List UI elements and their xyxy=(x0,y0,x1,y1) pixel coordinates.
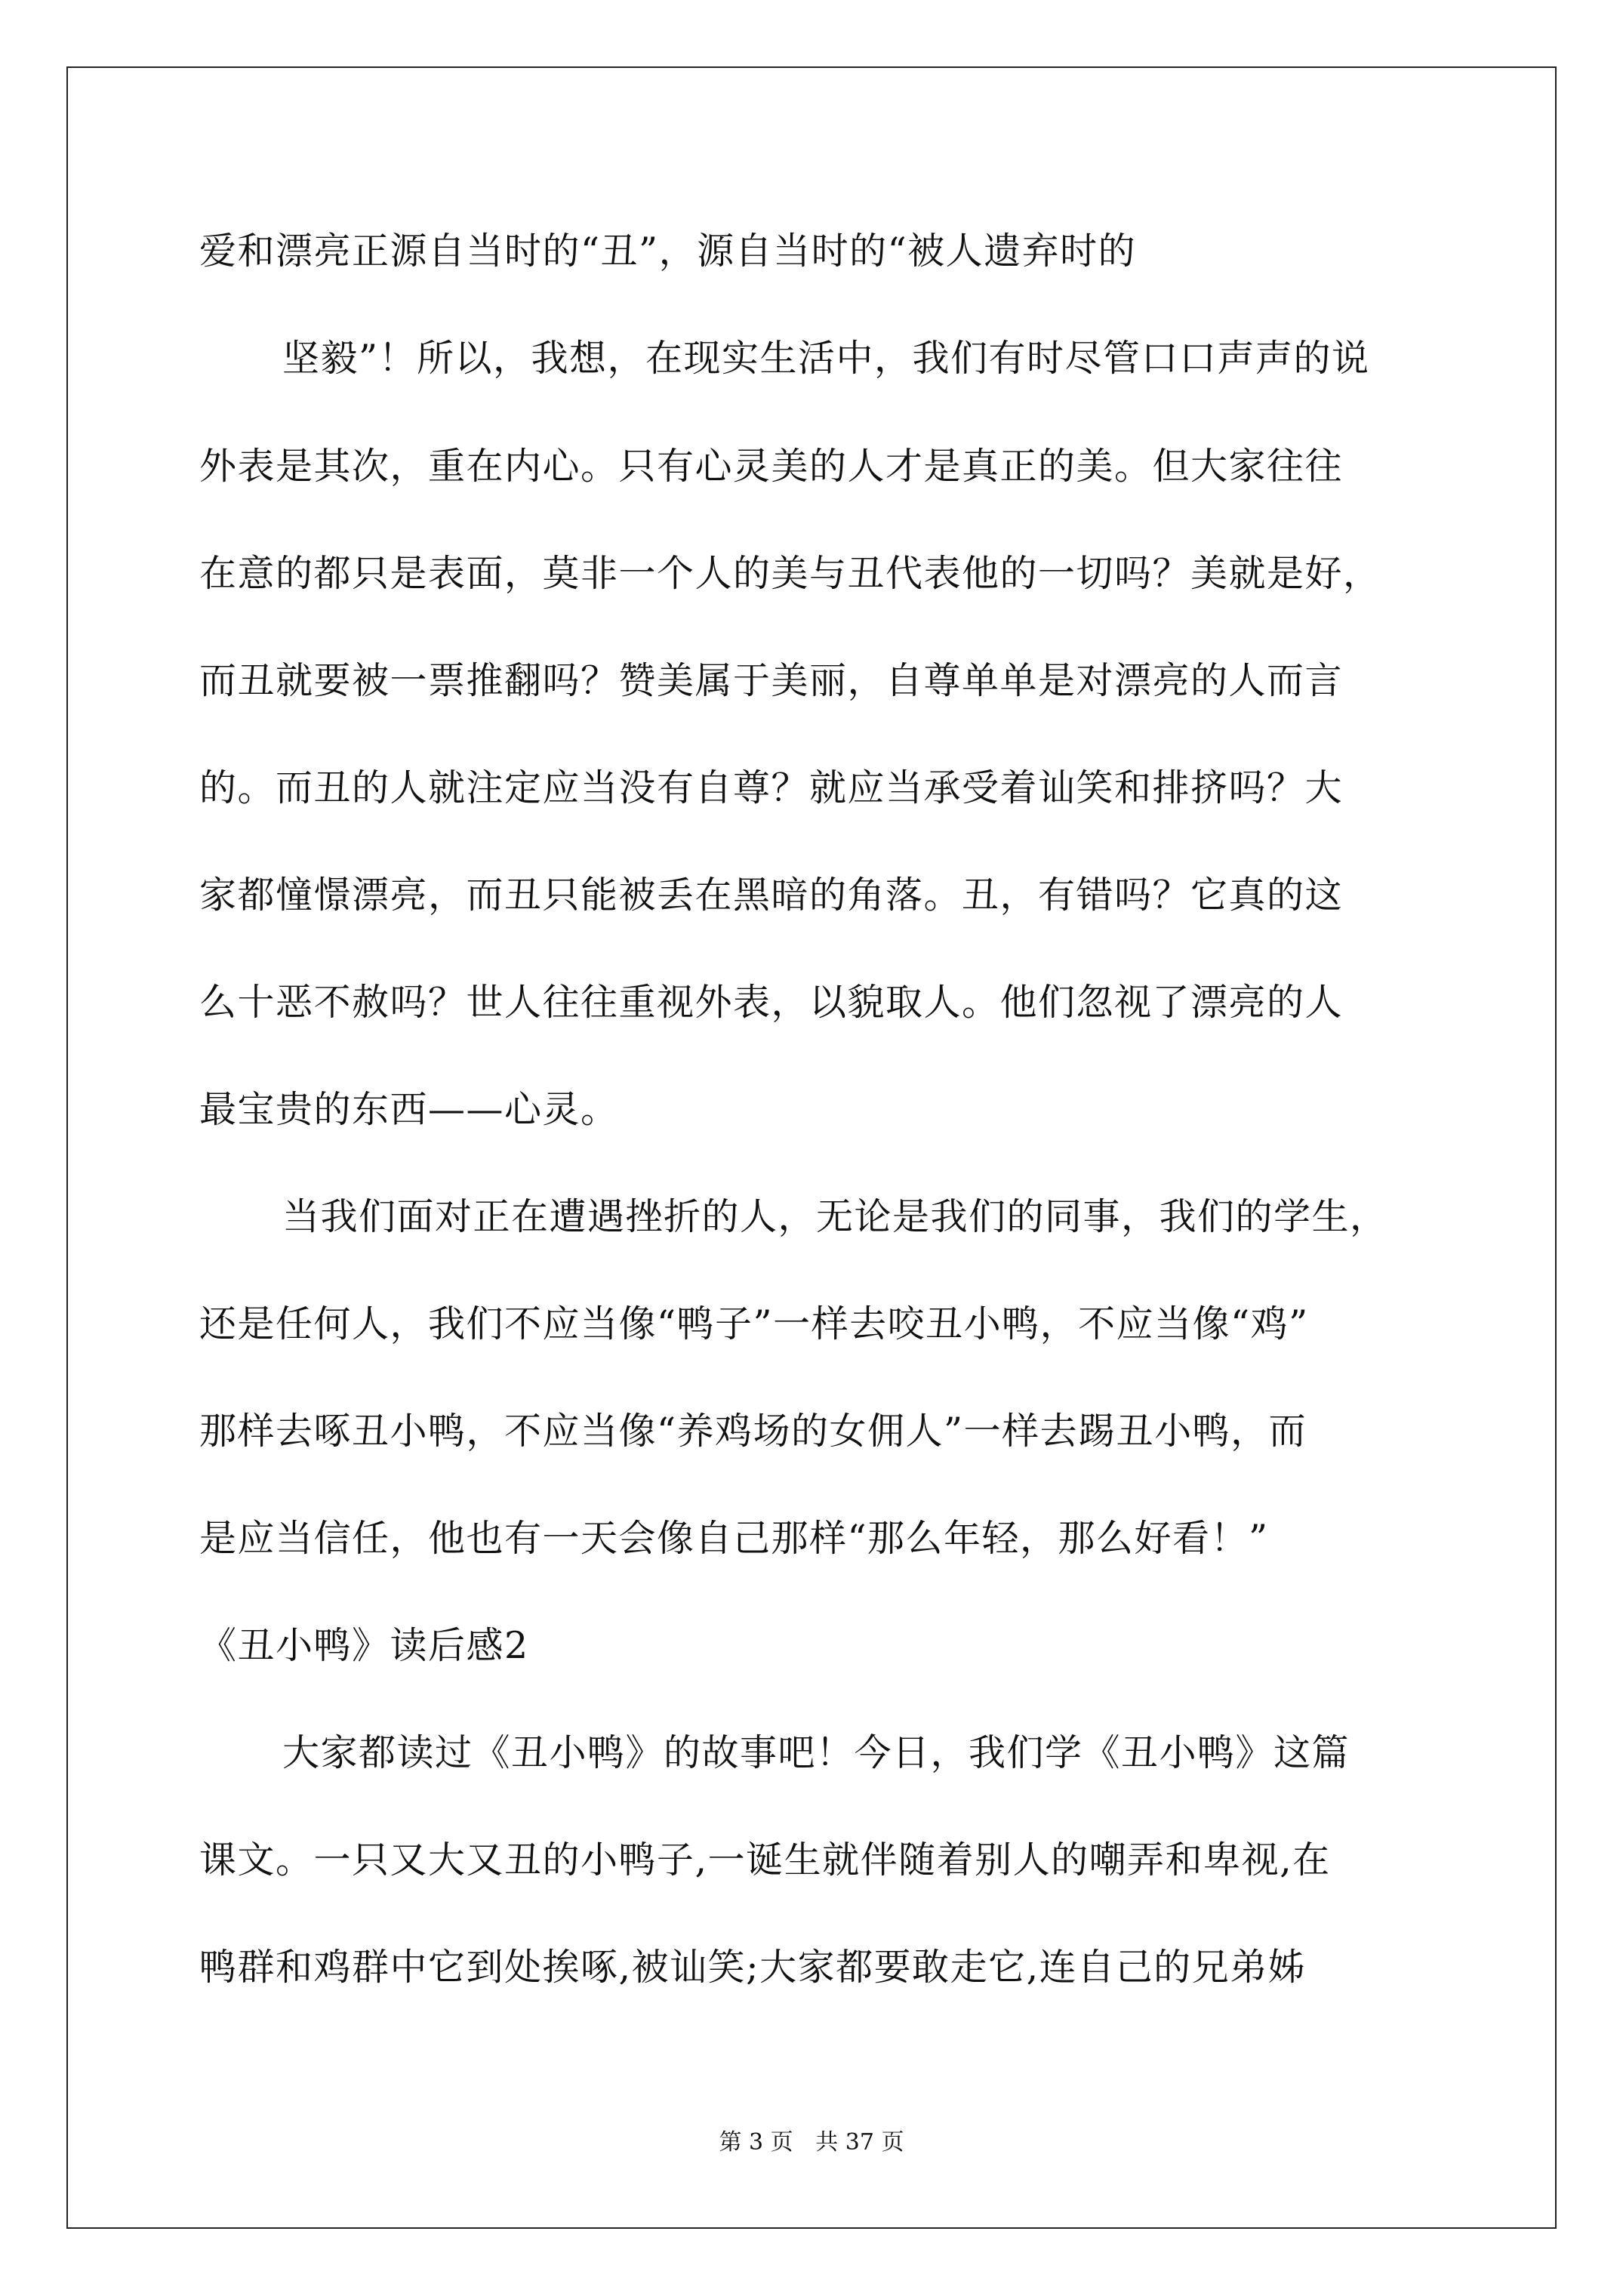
body-line-2: 坚毅”！所以，我想，在现实生活中，我们有时尽管口口声声的说 xyxy=(282,337,1370,380)
body-line-14: 大家都读过《丑小鸭》的故事吧！今日，我们学《丑小鸭》这篇 xyxy=(282,1731,1350,1774)
body-line-11: 还是任何人，我们不应当像“鸭子”一样去咬丑小鸭，不应当像“鸡” xyxy=(199,1302,1309,1345)
body-line-13: 是应当信任，他也有一天会像自己那样“那么年轻，那么好看！” xyxy=(199,1517,1269,1560)
body-line-9: 最宝贵的东西——心灵。 xyxy=(199,1088,619,1131)
body-line-15: 课文。一只又大又丑的小鸭子,一诞生就伴随着别人的嘲弄和卑视,在 xyxy=(199,1838,1331,1881)
body-line-4: 在意的都只是表面，莫非一个人的美与丑代表他的一切吗？美就是好， xyxy=(199,552,1381,595)
body-line-3: 外表是其次，重在内心。只有心灵美的人才是真正的美。但大家往往 xyxy=(199,445,1344,488)
page-border xyxy=(66,66,1557,2229)
body-line-10: 当我们面对正在遭遇挫折的人，无论是我们的同事，我们的学生， xyxy=(282,1195,1388,1238)
page-total: 共 37 页 xyxy=(815,2129,904,2156)
page-number: 第 3 页 xyxy=(719,2129,793,2156)
section-heading: 《丑小鸭》读后感2 xyxy=(199,1624,529,1667)
body-line-16: 鸭群和鸡群中它到处挨啄,被讪笑;大家都要敢走它,连自己的兄弟姊 xyxy=(199,1946,1307,1989)
body-line-7: 家都憧憬漂亮，而丑只能被丢在黑暗的角落。丑，有错吗？它真的这 xyxy=(199,874,1344,917)
body-line-6: 的。而丑的人就注定应当没有自尊？就应当承受着讪笑和排挤吗？大 xyxy=(199,766,1344,809)
body-line-12: 那样去啄丑小鸭，不应当像“养鸡场的女佣人”一样去踢丑小鸭，而 xyxy=(199,1410,1307,1453)
body-line-1: 爱和漂亮正源自当时的“丑”，源自当时的“被人遗弃时的 xyxy=(199,230,1137,273)
body-line-8: 么十恶不赦吗？世人往往重视外表，以貌取人。他们忽视了漂亮的人 xyxy=(199,981,1344,1024)
page-footer xyxy=(0,2128,1623,2158)
body-line-5: 而丑就要被一票推翻吗？赞美属于美丽，自尊单单是对漂亮的人而言 xyxy=(199,659,1344,702)
